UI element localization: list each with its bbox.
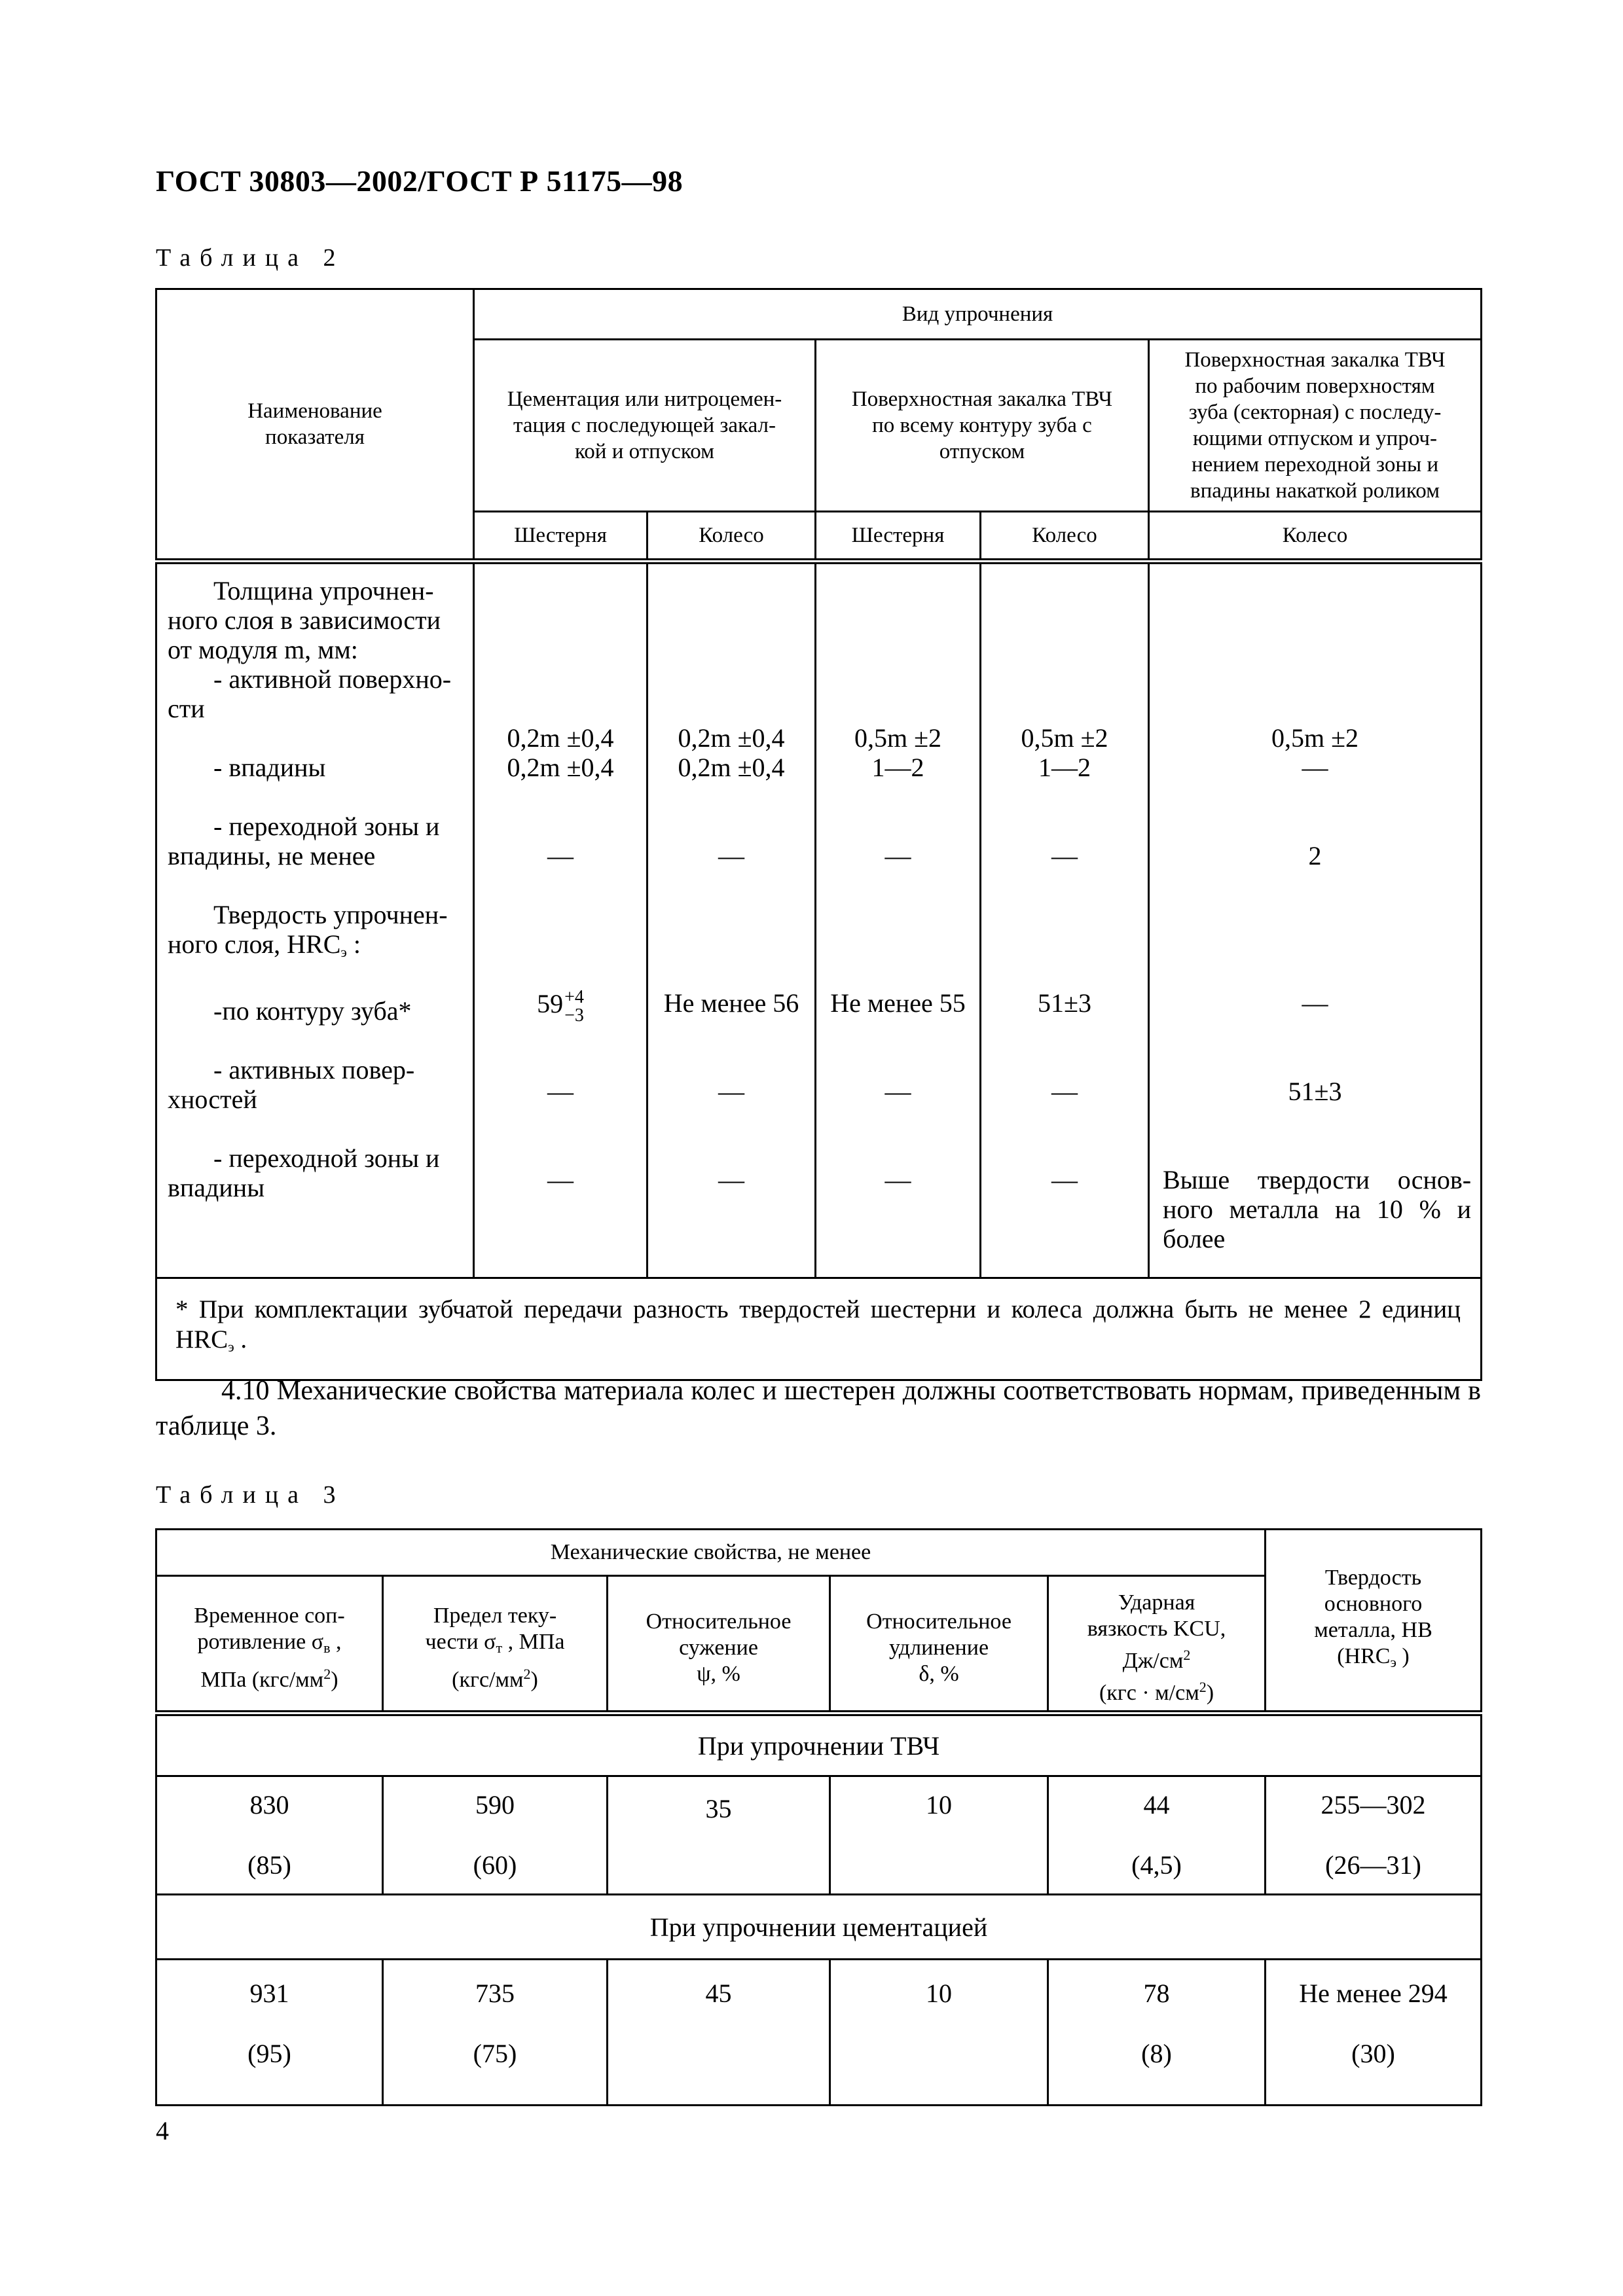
- cell-value: 1—2: [871, 753, 924, 782]
- cell-value: —: [1051, 1165, 1078, 1194]
- values-col-carb-wheel: [647, 562, 816, 1278]
- row-label-transition-zone: - переходной зоны и впадины, не менее: [168, 812, 440, 870]
- cell-value: 1—2: [1038, 753, 1091, 782]
- column-header-indicator: Наименование показателя: [156, 289, 474, 562]
- cell-value: 35: [608, 1776, 830, 1895]
- row-label-tooth-contour: -по контуру зуба*: [213, 996, 412, 1026]
- cell-value: 931 (95): [156, 1960, 383, 2106]
- group-header-induction-sector: Поверхностная закалка ТВЧ по рабочим поверхностям зуба (секторная) с последу- ющими отпуском и упроч- нением переходной зоны и впадины накаткой роликом: [1149, 340, 1482, 512]
- hardening-type-header: Вид упрочнения: [474, 289, 1482, 340]
- subheader-pinion: Шестерня: [816, 512, 981, 562]
- cell-value: 10: [830, 1776, 1048, 1895]
- section-carburizing: При упрочнении цементацией: [156, 1895, 1482, 1960]
- row-label-hardness: Твердость упрочнен- ного слоя, $HRC_э$ :: [168, 900, 448, 960]
- cell-value: 590 (60): [383, 1776, 608, 1895]
- cell-value: —: [547, 841, 574, 870]
- indicator-names-cell: [156, 562, 474, 1278]
- mechanical-properties-header: Механические свойства, не менее: [156, 1530, 1266, 1576]
- cell-value: 255—302 (26—31): [1266, 1776, 1482, 1895]
- cell-value: —: [547, 1165, 574, 1194]
- cell-value: 2: [1308, 841, 1322, 870]
- paragraph-4-10: 4.10 Механические свойства материала колес и шестерен должны соответствовать нормам, приведенным в таблице 3.: [156, 1376, 1481, 1441]
- column-header-base-hardness: Твердость основного металла, НВ ($HRC_э$ ): [1266, 1530, 1482, 1713]
- cell-value: Не менее 56: [663, 988, 799, 1018]
- cell-value: 51±3: [1038, 988, 1091, 1018]
- column-header-impact-toughness: Ударная вязкость KCU, $Дж/см^2$ $(кгс \cdot м/см^2)$: [1048, 1576, 1266, 1713]
- table3-caption: Таблица 3: [156, 1481, 345, 1509]
- cell-value: —: [884, 1165, 911, 1194]
- cell-value: 0,5m ±2: [854, 723, 942, 753]
- cell-value: 830 (85): [156, 1776, 383, 1895]
- cell-value: —: [718, 841, 744, 870]
- cell-value: —: [547, 1077, 574, 1106]
- table2-caption: Таблица 2: [156, 244, 345, 272]
- subheader-wheel: Колесо: [1149, 512, 1482, 562]
- cell-value: 0,5m ±2: [1021, 723, 1108, 753]
- subheader-wheel: Колесо: [981, 512, 1149, 562]
- cell-value: 78 (8): [1048, 1960, 1266, 2106]
- group-header-induction-full: Поверхностная закалка ТВЧ по всему контуру зуба с отпуском: [816, 340, 1149, 512]
- values-col-ind-wheel: [981, 562, 1149, 1278]
- column-header-yield-strength: Предел теку- чести $\sigma_т$ , МПа $(кгс/мм^2)$: [383, 1576, 608, 1713]
- cell-value: 0,2m ±0,4: [678, 723, 785, 753]
- cell-value: 735 (75): [383, 1960, 608, 2106]
- table2-footnote: * При комплектации зубчатой передачи разность твердостей шестерни и колеса должна быть не менее 2 единиц $HRC_э$ .: [156, 1278, 1482, 1380]
- column-header-reduction-of-area: Относительное сужение ψ, %: [608, 1576, 830, 1713]
- cell-value: —: [884, 1077, 911, 1106]
- cell-value: —: [718, 1165, 744, 1194]
- cell-value: 0,2m ±0,4: [507, 753, 614, 782]
- cell-value-above-base-hardness: Выше твердости основ- ного металла на 10 % и более: [1163, 1165, 1472, 1253]
- values-col-sector-wheel: [1149, 562, 1482, 1278]
- cell-value: 44 (4,5): [1048, 1776, 1266, 1895]
- cell-value-59: 59 +4 −3: [537, 987, 584, 1026]
- cell-value: —: [1302, 753, 1328, 782]
- cell-value: —: [884, 841, 911, 870]
- subheader-pinion: Шестерня: [474, 512, 647, 562]
- cell-value: 0,5m ±2: [1271, 723, 1359, 753]
- column-header-elongation: Относительное удлинение δ, %: [830, 1576, 1048, 1713]
- cell-value: —: [718, 1077, 744, 1106]
- group-header-carburizing: Цементация или нитроцемен- тация с последующей закал- кой и отпуском: [474, 340, 816, 512]
- cell-value: —: [1302, 988, 1328, 1018]
- cell-value: —: [1051, 841, 1078, 870]
- row-label-layer-thickness: Толщина упрочнен- ного слоя в зависимости от модуля m, мм:: [168, 576, 441, 664]
- row-label-transition-root: - переходной зоны и впадины: [168, 1143, 440, 1202]
- page-number: 4: [156, 2116, 169, 2145]
- cell-value: Не менее 55: [830, 988, 966, 1018]
- document-title: ГОСТ 30803—2002/ГОСТ Р 51175—98: [156, 164, 684, 198]
- cell-value: —: [1051, 1077, 1078, 1106]
- cell-value: 0,2m ±0,4: [678, 753, 785, 782]
- values-col-carb-pinion: [474, 562, 647, 1278]
- row-label-root: - впадины: [213, 753, 326, 782]
- values-col-ind-pinion: [816, 562, 981, 1278]
- cell-value: 10: [830, 1960, 1048, 2106]
- table-2: [155, 288, 1482, 1381]
- subheader-wheel: Колесо: [647, 512, 816, 562]
- cell-value: 0,2m ±0,4: [507, 723, 614, 753]
- cell-value: 51±3: [1288, 1077, 1342, 1106]
- table-3: [155, 1528, 1482, 2106]
- section-induction-hardening: При упрочнении ТВЧ: [156, 1713, 1482, 1776]
- cell-value: Не менее 294 (30): [1266, 1960, 1482, 2106]
- row-label-active-surfaces: - активных повер- хностей: [168, 1055, 415, 1114]
- row-label-active-surface: - активной поверхно- сти: [168, 664, 452, 723]
- cell-value: 45: [608, 1960, 830, 2106]
- column-header-tensile-strength: Временное соп- ротивление $\sigma_в$ , МПа $(кгс/мм^2)$: [156, 1576, 383, 1713]
